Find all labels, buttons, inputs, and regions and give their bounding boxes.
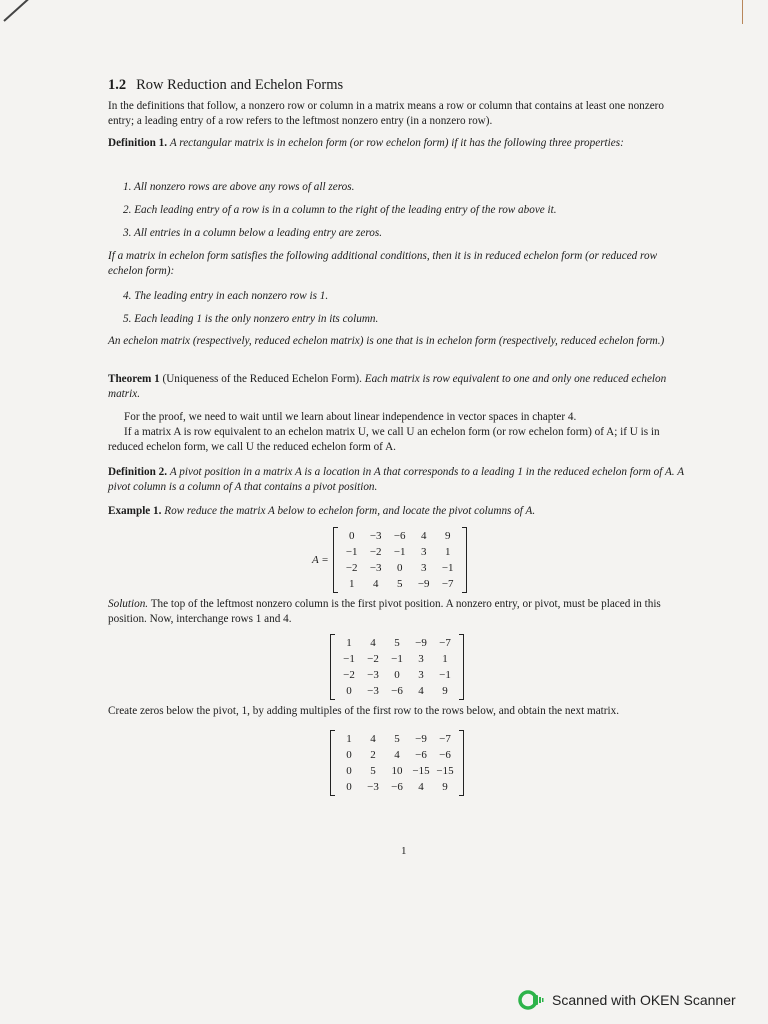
proof-paragraph-1: For the proof, we need to wait until we learn about linear independence in vector spaces in chapter 4. xyxy=(124,411,577,423)
matrix-entry: 3 xyxy=(420,562,427,574)
theorem-1-name: (Uniqueness of the Reduced Echelon Form). xyxy=(162,373,362,385)
matrix-row xyxy=(337,731,457,747)
matrix-entry: −7 xyxy=(441,578,454,590)
matrix-entry: −6 xyxy=(391,685,403,697)
matrix-entry: 0 xyxy=(346,765,352,777)
definition-1-text: A rectangular matrix is in echelon form (or row echelon form) if it has the following three properties: xyxy=(169,137,624,149)
matrix-entry: −3 xyxy=(369,530,382,542)
matrix-row xyxy=(340,576,460,592)
matrix-entry: 0 xyxy=(348,530,355,542)
matrix-entry: −15 xyxy=(412,765,430,777)
matrix-entry: −3 xyxy=(367,781,379,793)
matrix-entry: 0 xyxy=(396,562,403,574)
definition-1 xyxy=(108,136,690,151)
scanner-text: Scanned with OKEN Scanner xyxy=(552,992,736,1008)
matrix-entry: 0 xyxy=(346,685,352,697)
section-heading xyxy=(108,76,343,95)
example-1-label: Example 1. xyxy=(108,505,162,517)
matrix-entry: 4 xyxy=(418,781,424,793)
matrix-entry: −1 xyxy=(439,669,451,681)
matrix-entry: 5 xyxy=(394,637,400,649)
definition-1-item-5: 5. Each leading 1 is the only nonzero entry in its column. xyxy=(123,313,379,325)
matrix-entry: 5 xyxy=(370,765,376,777)
matrix-entry: 4 xyxy=(370,637,376,649)
matrix-row xyxy=(337,747,457,763)
matrix-entry: −9 xyxy=(417,578,430,590)
oken-scanner-icon xyxy=(518,990,544,1010)
matrix-entry: 9 xyxy=(442,685,448,697)
matrix-entry: −6 xyxy=(439,749,451,761)
matrix-entry: 0 xyxy=(346,749,352,761)
matrix-entry: 1 xyxy=(346,733,352,745)
reduced-conditions-text: If a matrix in echelon form satisfies the following additional conditions, then it is in reduced echelon form (or reduced row echelon form): xyxy=(108,250,658,277)
matrix-entry: 4 xyxy=(394,749,400,761)
matrix-entry: −3 xyxy=(367,685,379,697)
matrix-row xyxy=(337,651,457,667)
matrix-entry: 4 xyxy=(372,578,379,590)
matrix-interchanged-grid xyxy=(330,634,464,700)
matrix-entry: 3 xyxy=(420,546,427,558)
matrix-row xyxy=(340,560,460,576)
matrix-entry: 9 xyxy=(444,530,451,542)
matrix-entry: 10 xyxy=(391,765,403,777)
matrix-entry: −1 xyxy=(345,546,358,558)
matrix-entry: −2 xyxy=(367,653,379,665)
matrix-interchanged xyxy=(330,634,464,700)
definition-1-label: Definition 1. xyxy=(108,137,168,149)
intro-paragraph: In the definitions that follow, a nonzero row or column in a matrix means a row or column that contains at least one nonzero entry; a leading entry of a row refers to the leftmost nonzero entry (in a nonzero row). xyxy=(108,100,665,127)
theorem-1 xyxy=(108,372,690,402)
matrix-row xyxy=(337,667,457,683)
matrix-row xyxy=(337,779,457,795)
matrix-entry: −6 xyxy=(393,530,406,542)
matrix-entry: 4 xyxy=(370,733,376,745)
matrix-entry: −3 xyxy=(369,562,382,574)
matrix-a-label: A = xyxy=(312,553,329,566)
matrix-entry: 3 xyxy=(418,653,424,665)
echelon-matrix-definition: An echelon matrix (respectively, reduced echelon matrix) is one that is in echelon form (respectively, reduced echelon form.) xyxy=(108,335,665,347)
matrix-entry: −2 xyxy=(343,669,355,681)
example-1-text: Row reduce the matrix A below to echelon form, and locate the pivot columns of A. xyxy=(164,505,536,517)
matrix-entry: 0 xyxy=(346,781,352,793)
matrix-entry: −3 xyxy=(367,669,379,681)
matrix-a xyxy=(312,527,467,593)
matrix-entry: −7 xyxy=(439,733,451,745)
solution-paragraph xyxy=(108,597,690,627)
matrix-row xyxy=(337,635,457,651)
page-number: 1 xyxy=(401,845,407,857)
matrix-zeros-grid xyxy=(330,730,464,796)
matrix-entry: −1 xyxy=(343,653,355,665)
matrix-entry: 1 xyxy=(346,637,352,649)
matrix-entry: −9 xyxy=(415,637,427,649)
matrix-entry: 5 xyxy=(396,578,403,590)
create-zeros-paragraph: Create zeros below the pivot, 1, by adding multiples of the first row to the rows below, and obtain the next matrix. xyxy=(108,705,619,717)
matrix-entry: −2 xyxy=(345,562,358,574)
definition-1-item-2: 2. Each leading entry of a row is in a column to the right of the leading entry of the row above it. xyxy=(123,204,557,216)
matrix-row xyxy=(337,683,457,699)
definition-2-text: A pivot position in a matrix A is a location in A that corresponds to a leading 1 in the reduced echelon form of A. A pivot column is a column of A that contains a pivot position. xyxy=(108,466,684,493)
matrix-entry: −1 xyxy=(441,562,454,574)
section-title: Row Reduction and Echelon Forms xyxy=(136,77,344,93)
matrix-entry: −6 xyxy=(391,781,403,793)
matrix-entry: 2 xyxy=(370,749,376,761)
matrix-entry: −1 xyxy=(393,546,406,558)
theorem-1-label: Theorem 1 xyxy=(108,373,160,385)
matrix-entry: −2 xyxy=(369,546,382,558)
matrix-entry: −6 xyxy=(415,749,427,761)
definition-2 xyxy=(108,465,690,495)
definition-2-label: Definition 2. xyxy=(108,466,168,478)
matrix-entry: 3 xyxy=(418,669,424,681)
definition-1-item-1: 1. All nonzero rows are above any rows of all zeros. xyxy=(123,181,355,193)
matrix-entry: 5 xyxy=(394,733,400,745)
matrix-entry: 1 xyxy=(348,578,355,590)
matrix-entry: 0 xyxy=(394,669,400,681)
matrix-row xyxy=(337,763,457,779)
example-1 xyxy=(108,504,690,519)
matrix-a-grid xyxy=(333,527,467,593)
proof-paragraph-2: If a matrix A is row equivalent to an echelon matrix U, we call U an echelon form (or row echelon form) of A; if U is in reduced echelon form, we call U the reduced echelon form of A. xyxy=(108,426,660,453)
matrix-entry: 4 xyxy=(418,685,424,697)
matrix-entry: −9 xyxy=(415,733,427,745)
matrix-zeros xyxy=(330,730,464,796)
matrix-entry: 1 xyxy=(442,653,448,665)
scanner-watermark xyxy=(518,990,736,1010)
solution-label: Solution. xyxy=(108,598,149,610)
matrix-entry: −1 xyxy=(391,653,403,665)
solution-text: The top of the leftmost nonzero column is the first pivot position. A nonzero entry, or pivot, must be placed in this position. Now, interchange rows 1 and 4. xyxy=(108,598,661,625)
section-number: 1.2 xyxy=(108,77,127,93)
definition-1-item-4: 4. The leading entry in each nonzero row is 1. xyxy=(123,290,329,302)
definition-1-item-3: 3. All entries in a column below a leading entry are zeros. xyxy=(123,227,383,239)
matrix-row xyxy=(340,544,460,560)
matrix-row xyxy=(340,528,460,544)
matrix-entry: −15 xyxy=(436,765,454,777)
matrix-entry: 1 xyxy=(444,546,451,558)
matrix-entry: −7 xyxy=(439,637,451,649)
matrix-entry: 4 xyxy=(420,530,427,542)
matrix-entry: 9 xyxy=(442,781,448,793)
theorem-1-text: Each matrix is row equivalent to one and only one reduced echelon matrix. xyxy=(108,373,667,400)
